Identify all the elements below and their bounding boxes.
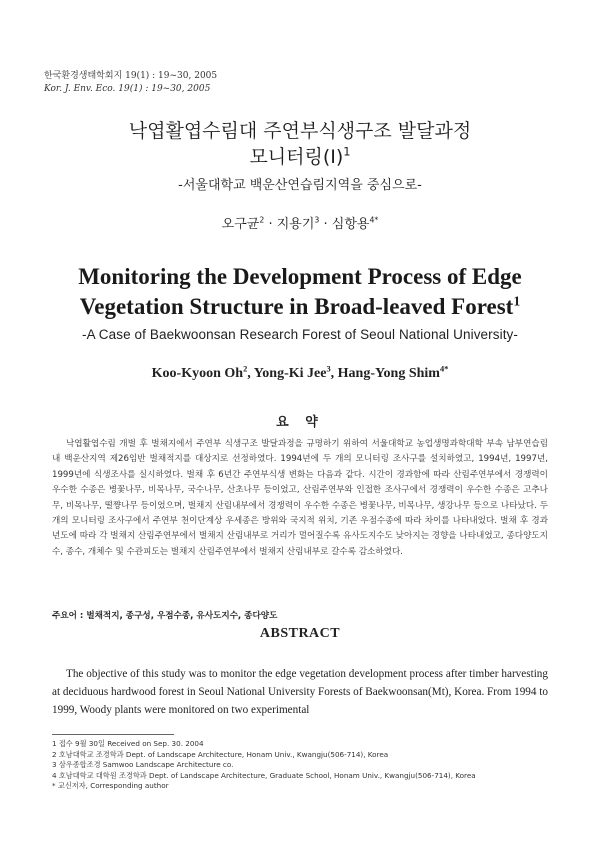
english-title-line2	[0, 292, 600, 322]
korean-subtitle: -서울대학교 백운산연습림지역을 중심으로-	[178, 178, 422, 193]
english-author-3-mark: 4*	[439, 364, 449, 374]
english-title-line1: Monitoring the Development Process of Edge	[78, 264, 522, 289]
english-subtitle: -A Case of Baekwoonsan Research Forest of Seoul National University-	[81, 327, 518, 342]
korean-title	[0, 118, 600, 170]
english-title-footnote-mark: 1	[513, 293, 521, 309]
journal-citation-korean: 한국환경생태학회지 19(1) : 19~30, 2005	[44, 71, 218, 81]
footnotes	[52, 739, 476, 792]
korean-author-1-mark: 2	[259, 215, 265, 225]
english-title	[0, 262, 600, 322]
abstract-body: The objective of this study was to monitor the edge vegetation development process after timber harvesting at deciduous hardwood forest in Seoul National University Forests of Baekwoonsan(Mt), Korea. From 1994 to 1999, Woody plants were monitored on two experimental	[52, 668, 548, 716]
korean-title-line1: 낙엽활엽수림대 주연부식생구조 발달과정	[128, 120, 472, 142]
korean-author-3: 심항용	[331, 217, 370, 232]
korean-author-2-mark: 3	[314, 215, 320, 225]
korean-title-line2-text: 모니터링(Ⅰ)	[249, 146, 344, 168]
korean-title-footnote-mark: 1	[343, 144, 351, 159]
english-author-1-mark: 2	[243, 364, 248, 374]
korean-author-1: 오구균	[221, 217, 260, 232]
korean-summary-body: 낙엽활엽수림 개벌 후 벌채지에서 주연부 식생구조 발달과정을 규명하기 위하여 서울대학교 농업생명과학대학 부속 남부연습림 내 백운산지역 제26임반 벌채적지를 대상지로 선정하였다. 1994년에 두 개의 모니터링 조사구를 설치하였고, 1994년, 1997년, 1999년에 식생조사를 실시하였다. 벌채 후 6년간 주연부식생 변화는 다음과 같다. 시간이 경과함에 따라 산림주연부에서 경쟁력이 우수한 수종은 병꽃나무, 비목나무, 국수나무, 산초나무 등이었고, 산림주연부와 인접한 조사구에서 경쟁력이 우수한 수종은 고추나무, 비목나무, 떨쨩나무 등이었으며, 벌채지 산림내부에서 경쟁력이 우수한 수종은 병꽃나무, 비목나무, 생강나무 등으로 나타났다. 두개의 모니터링 조사구에서 주연부 천이단계상 우세종은 방위와 국지적 위치, 기존 우점수종에 따라 차이를 나타내었다. 벌채 후 경과년도에 따라 각 벌채지 산림주연부에서 벌채지 산림내부로 거리가 멀어질수록 유사도지수도 낮아지는 경향을 나타내었고, 종다양도지수, 종수, 개체수 및 수관피도는 벌채지 산림주연부에서 벌채지 산림내부로 갈수록 감소하였다.	[52, 439, 548, 557]
korean-title-line2	[0, 144, 600, 170]
english-author-separator-2: ,	[330, 366, 338, 381]
english-author-separator-1: ,	[247, 366, 254, 381]
korean-author-separator-1: ·	[264, 217, 277, 232]
english-author-3: Hang-Yong Shim	[337, 366, 440, 381]
journal-citation	[44, 70, 217, 96]
korean-author-2: 지용기	[276, 217, 315, 232]
english-author-2: Yong-Ki Jee	[253, 366, 327, 381]
korean-authors	[0, 213, 600, 232]
footnote-3: 3 삼우종합조경 Samwoo Landscape Architecture co.	[52, 760, 234, 770]
footnote-1: 1 접수 9월 30일 Received on Sep. 30. 2004	[52, 739, 204, 748]
english-authors	[0, 366, 600, 382]
korean-keywords: 주요어 : 벌채적지, 종구성, 우점수종, 유사도지수, 종다양도	[52, 611, 278, 621]
english-author-2-mark: 3	[326, 364, 331, 374]
footnote-divider	[52, 734, 174, 735]
footnote-2: 2 호남대학교 조경학과 Dept. of Landscape Architecture, Honam Univ., Kwangju(506-714), Korea	[52, 749, 389, 759]
abstract-heading: ABSTRACT	[259, 626, 341, 641]
footnote-4: 4 호남대학교 대학원 조경학과 Dept. of Landscape Architecture, Graduate School, Honam Univ., Kwangju(506-714), Korea	[52, 770, 476, 780]
english-author-1: Koo-Kyoon Oh	[151, 366, 244, 381]
journal-citation-english: Kor. J. Env. Eco. 19(1) : 19~30, 2005	[44, 84, 211, 94]
korean-author-3-mark: 4*	[369, 215, 379, 225]
footnote-corresponding: * 교신저자, Corresponding author	[52, 781, 169, 791]
english-title-line2-text: Vegetation Structure in Broad-leaved Forest	[79, 294, 514, 319]
korean-summary-heading: 요 약	[276, 415, 324, 430]
korean-author-separator-2: ·	[319, 217, 332, 232]
